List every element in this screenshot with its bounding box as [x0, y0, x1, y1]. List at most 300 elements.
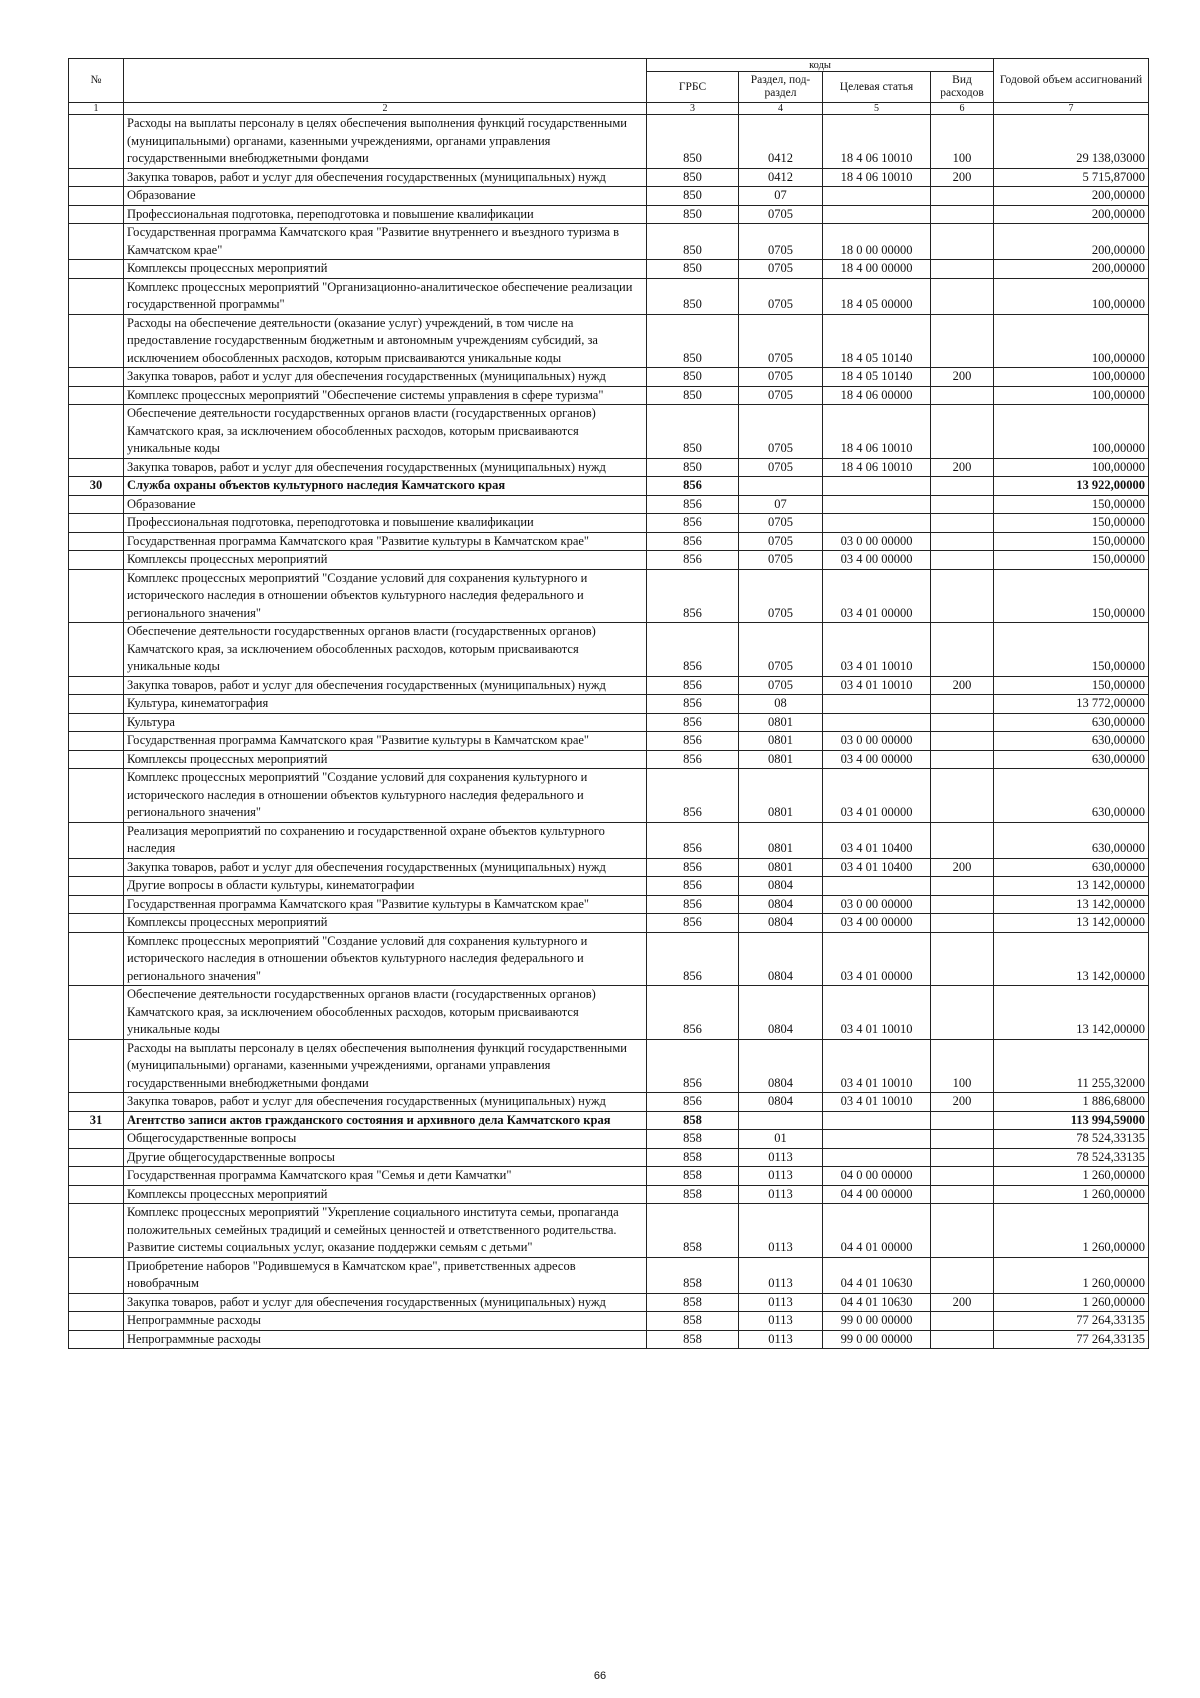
table-row	[69, 914, 1149, 933]
row-razdel: 0801	[739, 858, 823, 877]
row-target-article: 99 0 00 00000	[823, 1330, 931, 1349]
row-amount: 13 142,00000	[994, 932, 1149, 986]
row-name: Комплекс процессных мероприятий "Создание условий для сохранения культурного и исторического наследия в отношении объектов культурного наследия федерального и регионального значения"	[124, 932, 647, 986]
row-grbs: 856	[647, 477, 739, 496]
row-target-article: 18 0 00 00000	[823, 224, 931, 260]
row-number	[69, 877, 124, 896]
row-expense-type	[931, 1185, 994, 1204]
row-target-article: 03 4 01 00000	[823, 769, 931, 823]
row-name: Комплекс процессных мероприятий "Организационно-аналитическое обеспечение реализации государственной программы"	[124, 278, 647, 314]
row-number	[69, 713, 124, 732]
row-amount: 100,00000	[994, 458, 1149, 477]
table-row	[69, 314, 1149, 368]
row-target-article	[823, 477, 931, 496]
row-name: Закупка товаров, работ и услуг для обеспечения государственных (муниципальных) нужд	[124, 676, 647, 695]
row-grbs: 856	[647, 914, 739, 933]
row-expense-type	[931, 224, 994, 260]
table-row	[69, 732, 1149, 751]
table-row	[69, 187, 1149, 206]
row-name: Культура	[124, 713, 647, 732]
row-target-article: 99 0 00 00000	[823, 1312, 931, 1331]
row-target-article: 04 0 00 00000	[823, 1167, 931, 1186]
row-target-article: 03 4 01 10010	[823, 1093, 931, 1112]
row-expense-type	[931, 932, 994, 986]
row-amount: 100,00000	[994, 386, 1149, 405]
row-amount: 13 142,00000	[994, 877, 1149, 896]
row-target-article: 03 4 01 10010	[823, 676, 931, 695]
row-amount: 78 524,33135	[994, 1130, 1149, 1149]
row-expense-type	[931, 569, 994, 623]
row-name: Непрограммные расходы	[124, 1312, 647, 1331]
row-number	[69, 822, 124, 858]
row-name: Обеспечение деятельности государственных органов власти (государственных органов) Камчатского края, за исключением обособленных расходов, которым присваиваются уникальные коды	[124, 986, 647, 1040]
header-number-3: 3	[647, 103, 739, 115]
row-target-article: 03 4 01 00000	[823, 932, 931, 986]
row-target-article	[823, 713, 931, 732]
row-grbs: 858	[647, 1312, 739, 1331]
row-target-article: 18 4 06 10010	[823, 405, 931, 459]
row-name: Комплексы процессных мероприятий	[124, 260, 647, 279]
table-row	[69, 1167, 1149, 1186]
row-number	[69, 569, 124, 623]
row-grbs: 858	[647, 1293, 739, 1312]
row-name: Общегосударственные вопросы	[124, 1130, 647, 1149]
table-row	[69, 405, 1149, 459]
row-number	[69, 676, 124, 695]
row-razdel: 07	[739, 495, 823, 514]
row-target-article: 03 4 01 10010	[823, 623, 931, 677]
row-grbs: 850	[647, 278, 739, 314]
row-number	[69, 224, 124, 260]
row-amount: 77 264,33135	[994, 1330, 1149, 1349]
row-name: Обеспечение деятельности государственных органов власти (государственных органов) Камчатского края, за исключением обособленных расходов, которым присваиваются уникальные коды	[124, 405, 647, 459]
row-name: Закупка товаров, работ и услуг для обеспечения государственных (муниципальных) нужд	[124, 1093, 647, 1112]
row-target-article: 18 4 05 10140	[823, 368, 931, 387]
row-amount: 13 142,00000	[994, 986, 1149, 1040]
row-target-article: 03 4 00 00000	[823, 750, 931, 769]
row-target-article: 03 0 00 00000	[823, 532, 931, 551]
row-razdel: 0804	[739, 895, 823, 914]
row-amount: 100,00000	[994, 278, 1149, 314]
row-expense-type	[931, 514, 994, 533]
row-expense-type	[931, 386, 994, 405]
row-razdel: 0705	[739, 676, 823, 695]
row-name: Расходы на выплаты персоналу в целях обеспечения выполнения функций государственными (муниципальными) органами, казенными учреждениями, органами управления государственными внебюджетными фондами	[124, 1039, 647, 1093]
row-amount: 113 994,59000	[994, 1111, 1149, 1130]
row-number	[69, 1204, 124, 1258]
row-name: Комплексы процессных мероприятий	[124, 1185, 647, 1204]
row-name: Закупка товаров, работ и услуг для обеспечения государственных (муниципальных) нужд	[124, 168, 647, 187]
row-grbs: 856	[647, 532, 739, 551]
row-number	[69, 1312, 124, 1331]
row-razdel: 07	[739, 187, 823, 206]
row-target-article	[823, 1148, 931, 1167]
row-number	[69, 205, 124, 224]
table-row	[69, 495, 1149, 514]
row-amount: 150,00000	[994, 532, 1149, 551]
row-number	[69, 260, 124, 279]
row-target-article: 03 0 00 00000	[823, 732, 931, 751]
row-name: Непрограммные расходы	[124, 1330, 647, 1349]
row-number	[69, 769, 124, 823]
row-target-article: 04 4 01 00000	[823, 1204, 931, 1258]
row-number	[69, 1293, 124, 1312]
row-razdel: 0801	[739, 750, 823, 769]
table-row	[69, 477, 1149, 496]
row-number: 30	[69, 477, 124, 496]
row-name: Закупка товаров, работ и услуг для обеспечения государственных (муниципальных) нужд	[124, 1293, 647, 1312]
header-grbs: ГРБС	[647, 72, 739, 103]
row-amount: 13 142,00000	[994, 914, 1149, 933]
row-amount: 150,00000	[994, 676, 1149, 695]
row-target-article: 18 4 06 00000	[823, 386, 931, 405]
row-name: Закупка товаров, работ и услуг для обеспечения государственных (муниципальных) нужд	[124, 458, 647, 477]
row-expense-type	[931, 260, 994, 279]
table-row	[69, 224, 1149, 260]
header-row-top	[69, 59, 1149, 72]
header-number-6: 6	[931, 103, 994, 115]
row-grbs: 856	[647, 769, 739, 823]
table-row	[69, 1257, 1149, 1293]
row-grbs: 850	[647, 314, 739, 368]
row-name: Другие вопросы в области культуры, кинематографии	[124, 877, 647, 896]
row-grbs: 856	[647, 986, 739, 1040]
row-name: Культура, кинематография	[124, 695, 647, 714]
row-razdel: 0804	[739, 932, 823, 986]
table-row	[69, 695, 1149, 714]
row-expense-type: 200	[931, 168, 994, 187]
table-row	[69, 822, 1149, 858]
header-no: №	[69, 59, 124, 103]
table-row	[69, 168, 1149, 187]
row-grbs: 856	[647, 676, 739, 695]
table-row	[69, 750, 1149, 769]
header-number-2: 2	[124, 103, 647, 115]
row-razdel: 0705	[739, 405, 823, 459]
row-target-article: 04 4 00 00000	[823, 1185, 931, 1204]
row-name: Профессиональная подготовка, переподготовка и повышение квалификации	[124, 514, 647, 533]
row-amount: 150,00000	[994, 551, 1149, 570]
row-expense-type	[931, 750, 994, 769]
row-amount: 1 886,68000	[994, 1093, 1149, 1112]
row-grbs: 856	[647, 822, 739, 858]
row-grbs: 856	[647, 695, 739, 714]
row-number	[69, 695, 124, 714]
header-number-7: 7	[994, 103, 1149, 115]
row-expense-type: 100	[931, 115, 994, 169]
row-razdel: 0705	[739, 386, 823, 405]
row-grbs: 850	[647, 368, 739, 387]
row-amount: 13 142,00000	[994, 895, 1149, 914]
row-name: Комплексы процессных мероприятий	[124, 551, 647, 570]
row-number	[69, 551, 124, 570]
row-grbs: 850	[647, 168, 739, 187]
table-row	[69, 1204, 1149, 1258]
row-name: Расходы на обеспечение деятельности (оказание услуг) учреждений, в том числе на предоставление государственным бюджетным и автономным учреждениям субсидий, за исключением обособленных расходов, которым присваиваются уникальные коды	[124, 314, 647, 368]
row-amount: 100,00000	[994, 368, 1149, 387]
row-grbs: 858	[647, 1330, 739, 1349]
row-name: Государственная программа Камчатского края "Развитие культуры в Камчатском крае"	[124, 895, 647, 914]
row-number	[69, 858, 124, 877]
row-number	[69, 386, 124, 405]
row-razdel: 0412	[739, 168, 823, 187]
row-grbs: 856	[647, 877, 739, 896]
table-row	[69, 1093, 1149, 1112]
table-row	[69, 205, 1149, 224]
row-razdel: 0804	[739, 877, 823, 896]
row-grbs: 850	[647, 187, 739, 206]
row-number	[69, 750, 124, 769]
row-target-article	[823, 205, 931, 224]
table-row	[69, 551, 1149, 570]
row-razdel: 01	[739, 1130, 823, 1149]
row-amount: 630,00000	[994, 769, 1149, 823]
row-razdel: 0705	[739, 368, 823, 387]
row-name: Агентство записи актов гражданского состояния и архивного дела Камчатского края	[124, 1111, 647, 1130]
row-number	[69, 732, 124, 751]
row-expense-type	[931, 532, 994, 551]
row-grbs: 856	[647, 713, 739, 732]
row-amount: 11 255,32000	[994, 1039, 1149, 1093]
table-row	[69, 1111, 1149, 1130]
row-target-article: 04 4 01 10630	[823, 1257, 931, 1293]
row-target-article: 18 4 00 00000	[823, 260, 931, 279]
row-razdel: 0113	[739, 1257, 823, 1293]
row-amount: 630,00000	[994, 713, 1149, 732]
row-target-article: 04 4 01 10630	[823, 1293, 931, 1312]
header-row-numbers	[69, 103, 1149, 115]
row-expense-type	[931, 1111, 994, 1130]
row-grbs: 850	[647, 386, 739, 405]
row-number	[69, 914, 124, 933]
budget-table-sheet	[68, 58, 1148, 1349]
row-expense-type	[931, 822, 994, 858]
row-expense-type	[931, 405, 994, 459]
row-name: Комплексы процессных мероприятий	[124, 914, 647, 933]
row-razdel	[739, 1111, 823, 1130]
table-row	[69, 623, 1149, 677]
row-number	[69, 532, 124, 551]
row-amount: 5 715,87000	[994, 168, 1149, 187]
row-number	[69, 458, 124, 477]
row-expense-type: 200	[931, 858, 994, 877]
row-expense-type	[931, 732, 994, 751]
row-expense-type	[931, 477, 994, 496]
row-razdel: 0113	[739, 1185, 823, 1204]
row-amount: 1 260,00000	[994, 1185, 1149, 1204]
row-razdel: 0113	[739, 1148, 823, 1167]
row-name: Приобретение наборов "Родившемуся в Камчатском крае", приветственных адресов новобрачным	[124, 1257, 647, 1293]
row-grbs: 856	[647, 858, 739, 877]
table-row	[69, 569, 1149, 623]
row-grbs: 856	[647, 514, 739, 533]
table-row	[69, 1330, 1149, 1349]
table-row	[69, 895, 1149, 914]
row-expense-type	[931, 986, 994, 1040]
header-number-1: 1	[69, 103, 124, 115]
row-name: Обеспечение деятельности государственных органов власти (государственных органов) Камчатского края, за исключением обособленных расходов, которым присваиваются уникальные коды	[124, 623, 647, 677]
row-razdel: 0113	[739, 1293, 823, 1312]
row-grbs: 856	[647, 551, 739, 570]
row-expense-type	[931, 187, 994, 206]
row-number	[69, 495, 124, 514]
row-name: Комплекс процессных мероприятий "Создание условий для сохранения культурного и исторического наследия в отношении объектов культурного наследия федерального и регионального значения"	[124, 769, 647, 823]
row-target-article	[823, 1111, 931, 1130]
row-amount: 150,00000	[994, 569, 1149, 623]
row-razdel: 0705	[739, 551, 823, 570]
row-expense-type	[931, 713, 994, 732]
row-grbs: 856	[647, 623, 739, 677]
row-amount: 100,00000	[994, 314, 1149, 368]
row-target-article: 18 4 06 10010	[823, 168, 931, 187]
row-amount: 1 260,00000	[994, 1204, 1149, 1258]
row-expense-type	[931, 695, 994, 714]
row-razdel: 0801	[739, 732, 823, 751]
row-amount: 150,00000	[994, 514, 1149, 533]
row-grbs: 856	[647, 1039, 739, 1093]
row-razdel: 08	[739, 695, 823, 714]
row-target-article	[823, 877, 931, 896]
row-grbs: 856	[647, 569, 739, 623]
row-razdel: 0705	[739, 532, 823, 551]
row-grbs: 856	[647, 1093, 739, 1112]
table-body	[69, 115, 1149, 1349]
row-expense-type: 200	[931, 1093, 994, 1112]
row-expense-type: 200	[931, 676, 994, 695]
row-name: Служба охраны объектов культурного наследия Камчатского края	[124, 477, 647, 496]
row-amount: 630,00000	[994, 822, 1149, 858]
row-number	[69, 405, 124, 459]
row-target-article: 03 4 01 10010	[823, 1039, 931, 1093]
row-razdel: 0804	[739, 986, 823, 1040]
row-razdel: 0705	[739, 224, 823, 260]
table-row	[69, 1039, 1149, 1093]
row-expense-type	[931, 278, 994, 314]
row-name: Другие общегосударственные вопросы	[124, 1148, 647, 1167]
row-expense-type	[931, 495, 994, 514]
row-target-article: 18 4 06 10010	[823, 115, 931, 169]
row-target-article: 03 4 01 10400	[823, 822, 931, 858]
row-expense-type	[931, 205, 994, 224]
header-sum: Годовой объем ассигнований	[994, 59, 1149, 103]
row-razdel: 0801	[739, 769, 823, 823]
row-expense-type	[931, 1330, 994, 1349]
row-amount: 29 138,03000	[994, 115, 1149, 169]
row-amount: 13 772,00000	[994, 695, 1149, 714]
row-amount: 78 524,33135	[994, 1148, 1149, 1167]
table-row	[69, 1130, 1149, 1149]
row-razdel: 0705	[739, 314, 823, 368]
budget-table	[68, 58, 1149, 1349]
row-grbs: 850	[647, 405, 739, 459]
row-razdel: 0804	[739, 914, 823, 933]
row-name: Государственная программа Камчатского края "Развитие внутреннего и въездного туризма в Камчатском крае"	[124, 224, 647, 260]
row-name: Образование	[124, 495, 647, 514]
row-expense-type	[931, 769, 994, 823]
row-grbs: 858	[647, 1130, 739, 1149]
row-grbs: 850	[647, 115, 739, 169]
row-razdel: 0801	[739, 713, 823, 732]
table-row	[69, 1293, 1149, 1312]
row-name: Государственная программа Камчатского края "Семья и дети Камчатки"	[124, 1167, 647, 1186]
row-target-article	[823, 495, 931, 514]
row-expense-type	[931, 623, 994, 677]
row-grbs: 856	[647, 750, 739, 769]
table-row	[69, 932, 1149, 986]
row-razdel: 0113	[739, 1204, 823, 1258]
row-target-article	[823, 187, 931, 206]
row-target-article: 03 4 00 00000	[823, 914, 931, 933]
row-expense-type	[931, 895, 994, 914]
row-grbs: 850	[647, 458, 739, 477]
row-target-article: 18 4 05 10140	[823, 314, 931, 368]
table-row	[69, 1185, 1149, 1204]
row-number	[69, 623, 124, 677]
row-amount: 630,00000	[994, 858, 1149, 877]
header-name	[124, 59, 647, 103]
row-amount: 1 260,00000	[994, 1167, 1149, 1186]
header-vr: Вид расходов	[931, 72, 994, 103]
row-razdel: 0705	[739, 260, 823, 279]
row-expense-type: 200	[931, 1293, 994, 1312]
row-amount: 13 922,00000	[994, 477, 1149, 496]
row-grbs: 858	[647, 1148, 739, 1167]
row-expense-type	[931, 1130, 994, 1149]
row-expense-type: 200	[931, 458, 994, 477]
row-name: Комплекс процессных мероприятий "Создание условий для сохранения культурного и исторического наследия в отношении объектов культурного наследия федерального и регионального значения"	[124, 569, 647, 623]
row-amount: 200,00000	[994, 205, 1149, 224]
row-number	[69, 986, 124, 1040]
row-grbs: 858	[647, 1167, 739, 1186]
row-name: Государственная программа Камчатского края "Развитие культуры в Камчатском крае"	[124, 732, 647, 751]
row-razdel: 0705	[739, 623, 823, 677]
row-expense-type	[931, 1167, 994, 1186]
row-razdel: 0113	[739, 1330, 823, 1349]
table-row	[69, 877, 1149, 896]
row-amount: 1 260,00000	[994, 1293, 1149, 1312]
row-razdel: 0705	[739, 569, 823, 623]
row-expense-type	[931, 1312, 994, 1331]
header-codes: коды	[647, 59, 994, 72]
row-number	[69, 1039, 124, 1093]
row-number	[69, 932, 124, 986]
row-number: 31	[69, 1111, 124, 1130]
row-amount: 630,00000	[994, 732, 1149, 751]
table-row	[69, 278, 1149, 314]
table-row	[69, 986, 1149, 1040]
row-number	[69, 1185, 124, 1204]
row-grbs: 856	[647, 495, 739, 514]
row-expense-type	[931, 551, 994, 570]
row-name: Закупка товаров, работ и услуг для обеспечения государственных (муниципальных) нужд	[124, 368, 647, 387]
row-number	[69, 1167, 124, 1186]
table-row	[69, 1148, 1149, 1167]
table-row	[69, 532, 1149, 551]
row-amount: 200,00000	[994, 260, 1149, 279]
row-amount: 630,00000	[994, 750, 1149, 769]
row-grbs: 858	[647, 1257, 739, 1293]
row-expense-type	[931, 1204, 994, 1258]
row-target-article	[823, 514, 931, 533]
row-grbs: 858	[647, 1204, 739, 1258]
table-row	[69, 115, 1149, 169]
row-number	[69, 1257, 124, 1293]
header-cs: Целевая статья	[823, 72, 931, 103]
row-name: Государственная программа Камчатского края "Развитие культуры в Камчатском крае"	[124, 532, 647, 551]
row-grbs: 850	[647, 224, 739, 260]
row-number	[69, 314, 124, 368]
table-row	[69, 858, 1149, 877]
